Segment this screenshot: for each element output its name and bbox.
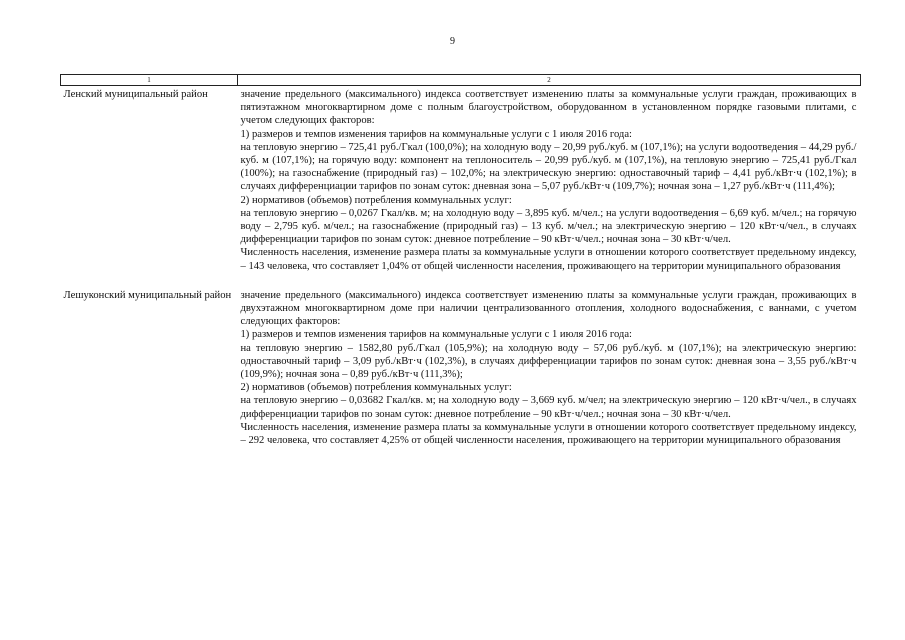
column-number-1: 1 <box>61 75 238 86</box>
region-name: Ленский муниципальный район <box>63 89 208 100</box>
paragraph-norms: на тепловую энергию – 0,03682 Гкал/кв. м; на холодную воду – 3,669 куб. м/чел; на электрическую энергию – 120 кВт·ч/чел., в случаях дифференциации тарифов по зонам суток: дневное потребление – 90 кВт·ч/чел.; ночная зона – 30 кВт·ч/чел. <box>240 395 857 420</box>
column-number-2: 2 <box>238 75 861 86</box>
region-description <box>238 86 861 273</box>
paragraph-norms-heading: 2) нормативов (объемов) потребления коммунальных услуг: <box>240 194 512 206</box>
paragraph-tariffs-heading: 1) размеров и темпов изменения тарифов на коммунальные услуги с 1 июля 2016 года: <box>240 329 632 341</box>
table-row <box>61 287 861 447</box>
paragraph-norms-heading: 2) нормативов (объемов) потребления коммунальных услуг: <box>240 382 512 394</box>
table-header-row <box>61 75 861 86</box>
page-number: 9 <box>450 36 455 47</box>
paragraph-intro: значение предельного (максимального) индекса соответствует изменению платы за коммунальные услуги граждан, проживающих в пятиэтажном многоквартирном доме с полным благоустройством, оборудованном в установленном порядке газовыми плитами, с учетом следующих факторов: <box>240 89 857 127</box>
paragraph-population: Численность населения, изменение размера платы за коммунальные услуги в отношении которого соответствует предельному индексу, – 292 человека, что составляет 4,25% от общей численности населения, проживающего на территории муниципального образования <box>240 421 857 447</box>
paragraph-norms: на тепловую энергию – 0,0267 Гкал/кв. м; на холодную воду – 3,895 куб. м/чел.; на услуги водоотведения – 6,69 куб. м/чел.; на горячую воду – 2,795 куб. м/чел.; на газоснабжение (природный газ) – 13 куб. м/чел.; на электрическую энергию – 120 кВт·ч/чел., в случаях дифференциации тарифов по зонам суток: дневное потребление – 90 кВт·ч/чел.; ночная зона – 30 кВт·ч/чел. <box>240 207 857 246</box>
paragraph-tariffs-heading: 1) размеров и темпов изменения тарифов на коммунальные услуги с 1 июля 2016 года: <box>240 128 632 140</box>
row-spacer <box>61 273 861 287</box>
region-name: Лешуконский муниципальный район <box>63 289 232 301</box>
region-description <box>238 287 861 447</box>
regions-table <box>60 74 861 447</box>
paragraph-tariffs: на тепловую энергию – 1582,80 руб./Гкал (105,9%); на холодную воду – 57,06 руб./куб. м (107,1%); на электрическую энергию: одноставочный тариф – 3,09 руб./кВт·ч (102,3%), в случаях дифференциации тарифов по зонам суток: дневная зона – 3,55 руб./кВт·ч (109,9%); ночная зона – 0,89 руб./кВт·ч (111,3%); <box>240 342 857 381</box>
paragraph-population: Численность населения, изменение размера платы за коммунальные услуги в отношении которого соответствует предельному индексу, – 143 человека, что составляет 1,04% от общей численности населения, проживающего на территории муниципального образования <box>240 247 857 272</box>
paragraph-intro: значение предельного (максимального) индекса соответствует изменению платы за коммунальные услуги граждан, проживающих в двухэтажном многоквартирном доме при наличии централизованного отопления, холодного водоснабжения, с ваннами, с учетом следующих факторов: <box>240 289 857 328</box>
paragraph-tariffs: на тепловую энергию – 725,41 руб./Гкал (100,0%); на холодную воду – 20,99 руб./куб. м (107,1%); на услуги водоотведения – 44,29 руб./куб. м (107,1%); на горячую воду: компонент на теплоноситель – 20,99 руб./куб. м (107,1%), на тепловую энергию – 725,41 руб./Гкал (100%); на газоснабжение (природный газ) – 102,0%; на электрическую энергию: одноставочный тариф – 4,41 руб./кВт·ч (102,1%); в случаях дифференциации тарифов по зонам суток: дневная зона – 5,07 руб./кВт·ч (109,7%); ночная зона – 1,27 руб./кВт·ч (111,4%); <box>240 141 857 193</box>
table-row <box>61 86 861 273</box>
